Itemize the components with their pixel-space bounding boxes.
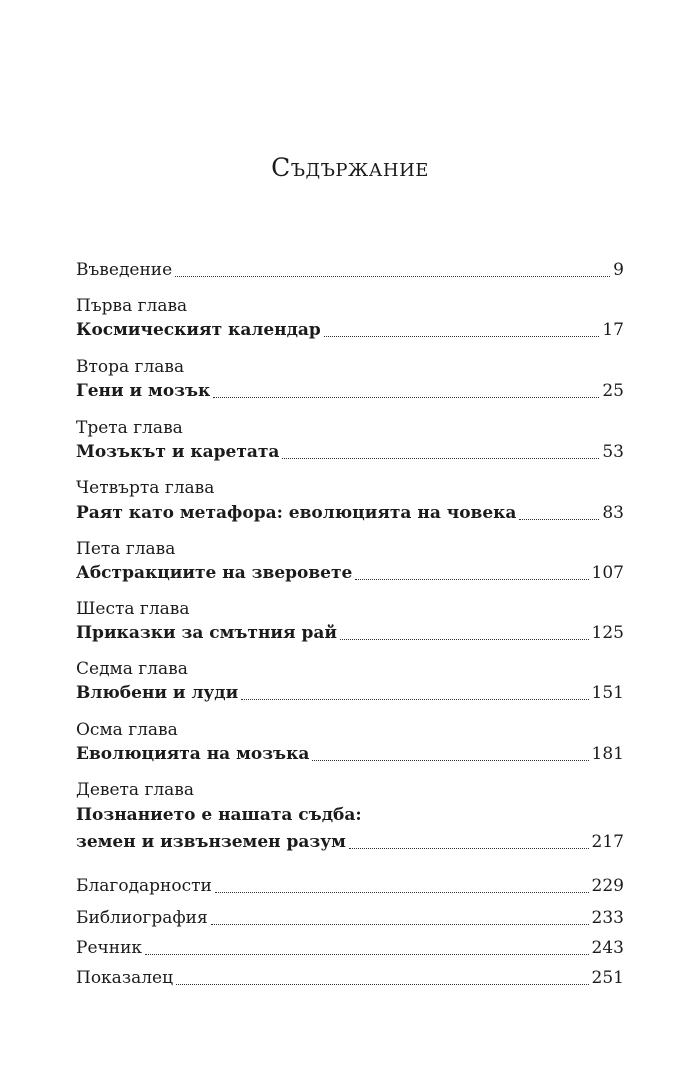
- chapter-heading: Седма глава: [76, 659, 188, 679]
- dot-leader: [312, 760, 588, 761]
- toc-page-number: 53: [602, 442, 624, 462]
- dot-leader: [355, 579, 588, 580]
- dot-leader: [282, 458, 599, 459]
- chapter-title: Влюбени и луди: [76, 683, 239, 703]
- toc-entry-label: Речник: [76, 938, 143, 958]
- chapter-title: Приказки за смътния рай: [76, 623, 338, 643]
- toc-entry-index[interactable]: [76, 966, 624, 990]
- toc-entry-bibliography[interactable]: [76, 906, 624, 930]
- chapter-heading: Осма глава: [76, 720, 178, 740]
- dot-leader: [211, 924, 589, 925]
- toc-page-number: 181: [591, 744, 624, 764]
- chapter-heading: Пета глава: [76, 539, 176, 559]
- chapter-title: Космическият календар: [76, 320, 321, 340]
- chapter-heading: Първа глава: [76, 296, 188, 316]
- toc-entry-chapter-7[interactable]: [76, 681, 624, 705]
- toc-entry-chapter-8[interactable]: [76, 742, 624, 766]
- toc-entry-label: Благодарности: [76, 876, 212, 896]
- chapter-heading: Трета глава: [76, 418, 183, 438]
- chapter-heading: Шеста глава: [76, 599, 190, 619]
- dot-leader: [349, 848, 589, 849]
- toc-entry-chapter-6[interactable]: [76, 621, 624, 645]
- page-title: Съдържание: [271, 153, 429, 182]
- chapter-heading: Четвърта глава: [76, 478, 215, 498]
- toc-entry-label: Показалец: [76, 968, 174, 988]
- toc-page-number: 229: [591, 876, 624, 896]
- toc-page-number: 83: [602, 503, 624, 523]
- toc-entry-label: Въведение: [76, 260, 173, 280]
- toc-page-number: 217: [591, 832, 624, 852]
- dot-leader: [519, 519, 599, 520]
- dot-leader: [145, 954, 589, 955]
- chapter-heading: Девета глава: [76, 780, 195, 800]
- dot-leader: [176, 984, 589, 985]
- chapter-heading: Втора глава: [76, 357, 185, 377]
- toc-entry-glossary[interactable]: [76, 936, 624, 960]
- dot-leader: [324, 336, 600, 337]
- chapter-title: земен и извънземен разум: [76, 832, 346, 852]
- chapter-title: Гени и мозък: [76, 381, 211, 401]
- toc-entry-chapter-9[interactable]: [76, 830, 624, 854]
- toc-page-number: 9: [613, 260, 624, 280]
- chapter-title: Абстракциите на зверовете: [76, 563, 353, 583]
- toc-page-number: 17: [602, 320, 624, 340]
- toc-entry-chapter-5[interactable]: [76, 561, 624, 585]
- toc-page-number: 233: [591, 908, 624, 928]
- toc-entry-label: Библиография: [76, 908, 208, 928]
- toc-entry-acknowledgements[interactable]: [76, 874, 624, 898]
- dot-leader: [175, 276, 610, 277]
- toc-entry-chapter-1[interactable]: [76, 318, 624, 342]
- dot-leader: [215, 892, 589, 893]
- toc-entry-introduction[interactable]: [76, 258, 624, 282]
- toc-page-number: 125: [591, 623, 624, 643]
- toc-entry-chapter-2[interactable]: [76, 379, 624, 403]
- chapter-title: Еволюцията на мозъка: [76, 744, 310, 764]
- chapter-title: Мозъкът и каретата: [76, 442, 280, 462]
- toc-entry-chapter-3[interactable]: [76, 440, 624, 464]
- toc-page-number: 151: [591, 683, 624, 703]
- dot-leader: [213, 397, 599, 398]
- toc-entry-chapter-4[interactable]: [76, 501, 624, 525]
- chapter-title: Раят като метафора: еволюцията на човека: [76, 503, 517, 523]
- dot-leader: [340, 639, 589, 640]
- toc-page-number: 107: [591, 563, 624, 583]
- toc-page-number: 251: [591, 968, 624, 988]
- toc-page-number: 243: [591, 938, 624, 958]
- chapter-title-line: Познанието е нашата съдба:: [76, 805, 362, 825]
- toc-page-number: 25: [602, 381, 624, 401]
- dot-leader: [241, 699, 588, 700]
